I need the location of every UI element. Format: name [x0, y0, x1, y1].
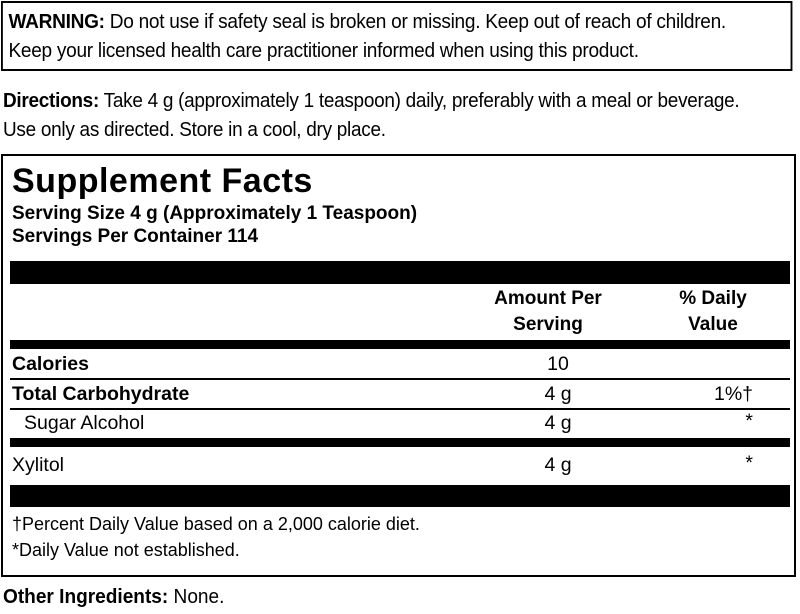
directions-text-2: Use only as directed. Store in a cool, dry place.	[3, 118, 386, 141]
nutrient-amount-calories: 10	[547, 353, 569, 375]
amount-per-serving-header	[473, 286, 623, 338]
warning-box	[1, 1, 792, 71]
footnote-percent-dv: †Percent Daily Value based on a 2,000 calorie diet.	[12, 514, 420, 534]
directions	[3, 86, 799, 144]
nutrient-amount-sugar-alcohol: 4 g	[544, 412, 572, 434]
dv-header-line-1: % Daily	[679, 288, 747, 309]
daily-value-header	[658, 286, 768, 338]
other-ingredients-text: None.	[173, 585, 225, 608]
warning-line-1	[8, 7, 785, 36]
nutrient-dv-sugar-alcohol: *	[745, 410, 753, 432]
nutrient-name-calories: Calories	[12, 353, 89, 375]
directions-label: Directions:	[3, 89, 99, 112]
row-divider	[10, 408, 790, 410]
serving-size: Serving Size 4 g (Approximately 1 Teaspoon)	[12, 203, 418, 224]
other-ingredients	[3, 582, 375, 611]
warning-label: WARNING:	[8, 10, 105, 33]
other-ingredients-label: Other Ingredients:	[3, 585, 169, 608]
warning-text-1: Do not use if safety seal is broken or missing. Keep out of reach of children.	[109, 10, 726, 33]
thick-divider-top	[10, 261, 790, 284]
nutrient-amount-total-carbohydrate: 4 g	[544, 383, 572, 405]
directions-text-1: Take 4 g (approximately 1 teaspoon) daily, preferably with a meal or beverage.	[103, 89, 740, 112]
nutrient-name-total-carbohydrate: Total Carbohydrate	[12, 383, 190, 405]
servings-per-container: Servings Per Container 114	[12, 226, 259, 247]
thick-divider-middle	[10, 438, 790, 447]
thick-divider-header	[10, 340, 790, 349]
thick-divider-bottom	[10, 485, 790, 507]
nutrient-dv-total-carbohydrate: 1%†	[713, 383, 753, 405]
row-divider	[10, 378, 790, 380]
amount-header-line-2: Serving	[513, 314, 583, 335]
amount-header-line-1: Amount Per	[494, 288, 602, 309]
nutrient-name-sugar-alcohol: Sugar Alcohol	[24, 412, 145, 434]
directions-line-1	[3, 86, 799, 115]
supplement-facts-panel	[1, 154, 796, 577]
nutrient-amount-xylitol: 4 g	[544, 454, 572, 476]
facts-title: Supplement Facts	[12, 162, 313, 200]
footnote-dv-not-established: *Daily Value not established.	[12, 540, 240, 560]
nutrient-name-xylitol: Xylitol	[12, 454, 65, 476]
serving-info	[12, 202, 417, 248]
nutrient-dv-xylitol: *	[745, 452, 753, 474]
dv-header-line-2: Value	[688, 314, 738, 335]
warning-text-2: Keep your licensed health care practitioner informed when using this product.	[8, 39, 639, 62]
